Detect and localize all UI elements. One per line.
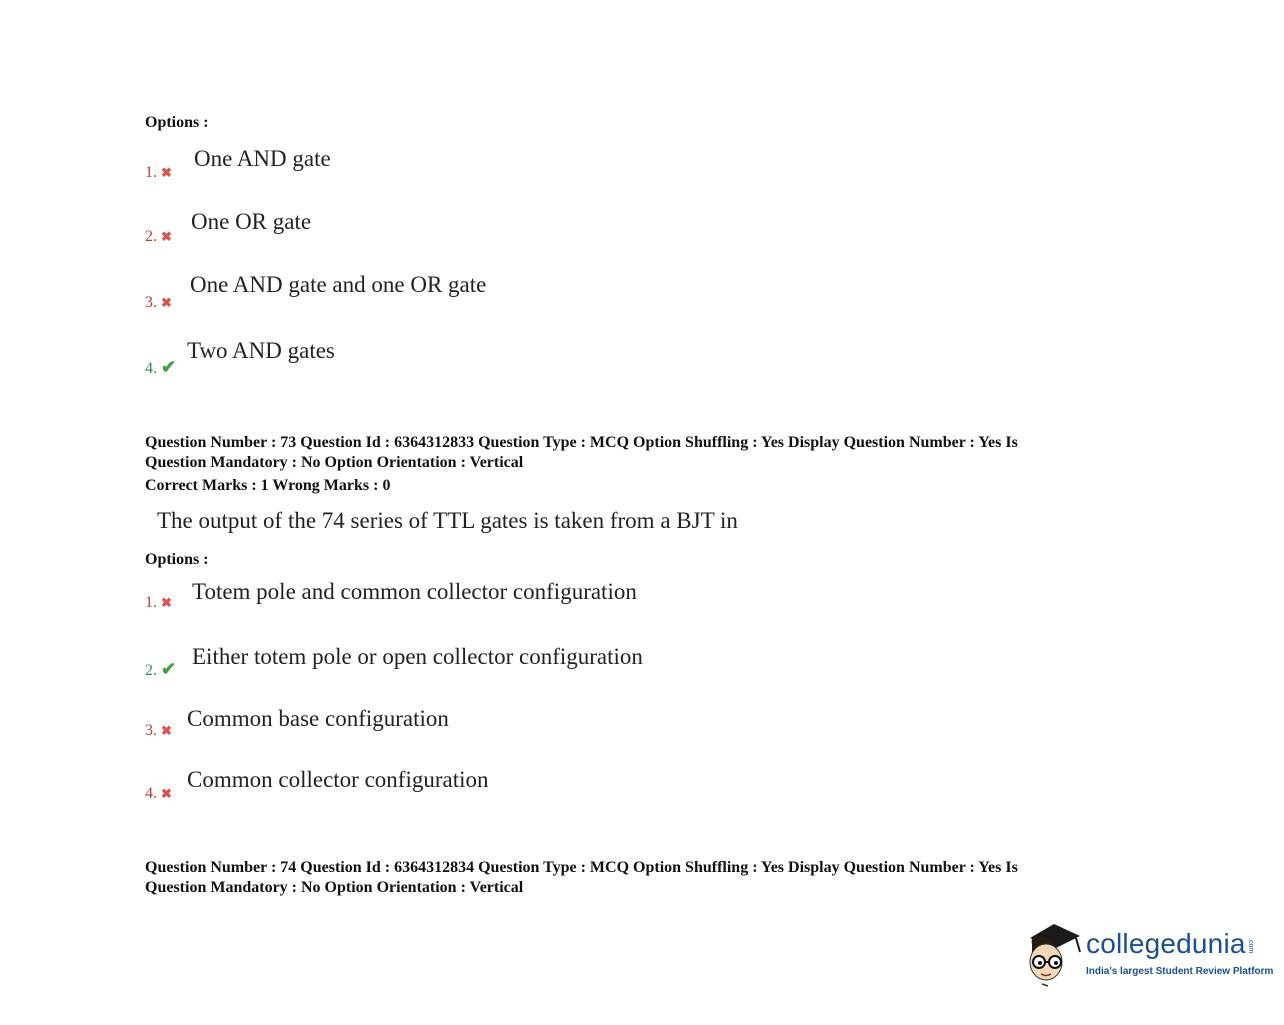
option-row (145, 228, 172, 246)
option-text: Common base configuration (187, 706, 449, 731)
option-row (145, 722, 172, 740)
cross-mark-icon: ✖ (161, 165, 172, 180)
option-row (145, 785, 172, 803)
option-row (145, 357, 176, 378)
option-row (145, 294, 172, 312)
option-number: 2. (145, 228, 157, 245)
mascot-icon (1024, 918, 1086, 990)
cross-mark-icon: ✖ (161, 229, 172, 244)
option-number: 2. (145, 662, 157, 679)
collegedunia-logo[interactable] (1024, 918, 1274, 990)
option-row (145, 164, 172, 182)
check-mark-icon: ✔ (161, 357, 177, 377)
option-text: One AND gate and one OR gate (190, 272, 487, 297)
option-number: 4. (145, 785, 157, 802)
cross-mark-icon: ✖ (161, 295, 172, 310)
option-number: 1. (145, 164, 157, 181)
marks-line: Correct Marks : 1 Wrong Marks : 0 (145, 477, 391, 494)
option-row (145, 659, 176, 680)
question-text: The output of the 74 series of TTL gates is taken from a BJT in (157, 508, 738, 533)
option-number: 3. (145, 722, 157, 739)
cross-mark-icon: ✖ (161, 786, 172, 801)
cross-mark-icon: ✖ (161, 595, 172, 610)
option-row (145, 594, 172, 612)
question-meta-line2: Question Mandatory : No Option Orientation : Vertical (145, 879, 524, 896)
option-text: Two AND gates (187, 338, 335, 363)
options-label: Options : (145, 551, 209, 568)
options-label: Options : (145, 114, 209, 131)
option-text: Totem pole and common collector configuration (192, 579, 637, 604)
option-number: 3. (145, 294, 157, 311)
logo-tagline: India's largest Student Review Platform (1086, 966, 1274, 977)
option-text: One OR gate (191, 209, 312, 234)
option-text: Either totem pole or open collector configuration (192, 644, 643, 669)
option-number: 4. (145, 360, 157, 377)
question-meta-line1: Question Number : 74 Question Id : 6364312834 Question Type : MCQ Option Shuffling : Yes Display Question Number : Yes Is (145, 859, 1018, 876)
logo-wordmark: collegedunia (1086, 928, 1246, 959)
option-text: Common collector configuration (187, 767, 489, 792)
cross-mark-icon: ✖ (161, 723, 172, 738)
question-meta-line2: Question Mandatory : No Option Orientation : Vertical (145, 454, 524, 471)
question-meta-line1: Question Number : 73 Question Id : 6364312833 Question Type : MCQ Option Shuffling : Yes Display Question Number : Yes Is (145, 434, 1018, 451)
option-text: One AND gate (194, 146, 331, 171)
option-number: 1. (145, 594, 157, 611)
logo-suffix: .com (1247, 938, 1254, 954)
check-mark-icon: ✔ (161, 659, 177, 679)
